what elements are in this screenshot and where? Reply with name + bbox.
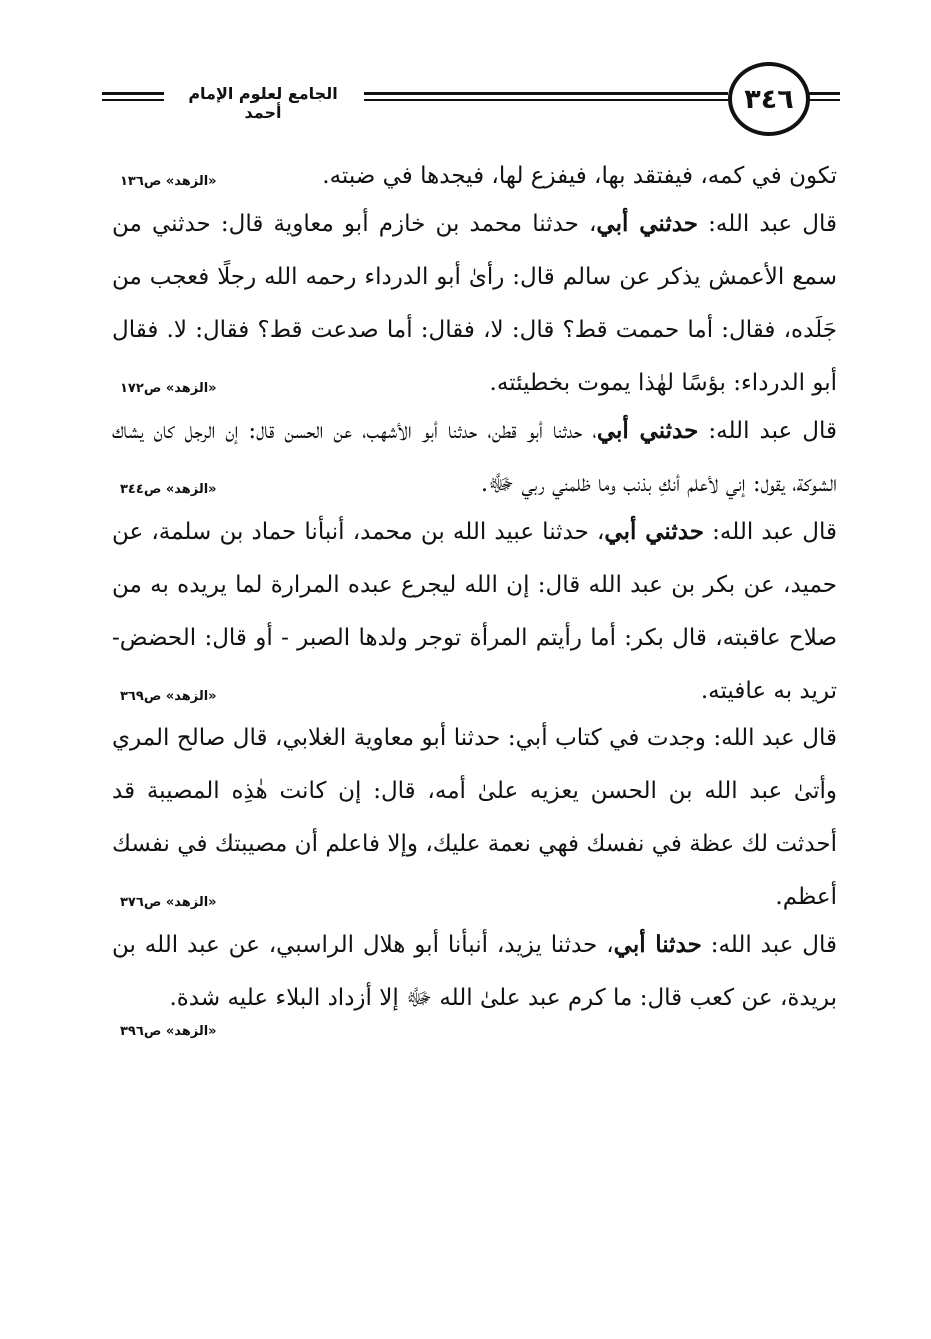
source-reference: «الزهد» ص٣٧٦ [120, 895, 217, 910]
page-body [112, 150, 837, 1053]
paragraph-lead: قال عبد الله: [701, 932, 838, 958]
source-reference: «الزهد» ص٣٤٤ [120, 482, 217, 497]
page-number: ٣٤٦ [744, 83, 794, 115]
narrator-emphasis: حدثنا أبي [613, 931, 702, 958]
paragraph-text: قال عبد الله: وجدت في كتاب أبي: حدثنا أبو معاوية الغلابي، قال صالح المري وأتىٰ عبد الله بن الحسن يعزيه علىٰ أمه، قال: إن كانت هٰذِه المصيبة قد أحدثت لك عظة في نفسك فهي نعمة عليك، وإلا فاعلم أن مصيبتك في نفسك أعظم. [112, 725, 838, 910]
paragraph-text: ، حدثنا محمد بن خازم أبو معاوية قال: حدثني من سمع الأعمش يذكر عن سالم قال: رأىٰ أبو الدرداء رحمه الله رجلًا فعجب من جَلَده، فقال: أما حممت قط؟ قال: لا، فقال: أما صدعت قط؟ فقال: لا. فقال أبو الدرداء: بؤسًا لهٰذا يموت بخطيئته. [112, 211, 837, 396]
source-reference: «الزهد» ص٣٦٩ [120, 689, 217, 704]
paragraph-text: تكون في كمه، فيفتقد بها، فيفزع لها، فيجدها في ضبته. [322, 163, 837, 189]
header-rule [364, 92, 728, 95]
paragraph-lead: قال عبد الله: [698, 418, 837, 444]
paragraph-text: ، حدثنا عبيد الله بن محمد، أنبأنا حماد بن سلمة، عن حميد، عن بكر بن عبد الله قال: إن الله ليجرع عبده المرارة لما يريده به من صلاح عاقبته، قال بكر: أما رأيتم المرأة توجر ولدها الصبر - أو قال: الحضض- تريد به عافيته. [112, 519, 837, 704]
paragraph [112, 918, 837, 1025]
header-rule [364, 99, 728, 101]
header-rule [102, 92, 164, 95]
paragraph-lead: قال عبد الله: [704, 519, 837, 545]
page-header [102, 62, 842, 134]
paragraph [112, 197, 837, 410]
paragraph-text: ، حدثنا يزيد، أنبأنا أبو هلال الراسبي، عن عبد الله بن بريدة، عن كعب قال: ما كرم عبد علىٰ الله ﷻ إلا أزداد البلاء عليه شدة. [112, 932, 837, 1011]
narrator-emphasis: حدثني أبي [596, 210, 699, 237]
narrator-emphasis: حدثني أبي [596, 417, 699, 444]
running-title: الجامع لعلوم الإمام أحمد [188, 84, 338, 122]
paragraph-lead: قال عبد الله: [698, 211, 837, 237]
narrator-emphasis: حدثني أبي [604, 518, 705, 545]
source-reference: «الزهد» ص١٣٦ [120, 174, 217, 189]
source-reference: «الزهد» ص١٧٢ [120, 381, 217, 396]
source-reference: «الزهد» ص٣٩٦ [120, 1024, 217, 1039]
page-number-badge [728, 62, 810, 136]
paragraph-text: ، حدثنا أبو قطن، حدثنا أبو الأشهب، عن الحسن قال: إن الرجل كان يشاك الشوكة، يقول: إني لأعلم أنكِ بذنب وما ظلمني ربي ﷻ. [112, 418, 837, 497]
paragraph [112, 712, 837, 924]
paragraph [112, 505, 837, 718]
header-rule [102, 99, 164, 101]
